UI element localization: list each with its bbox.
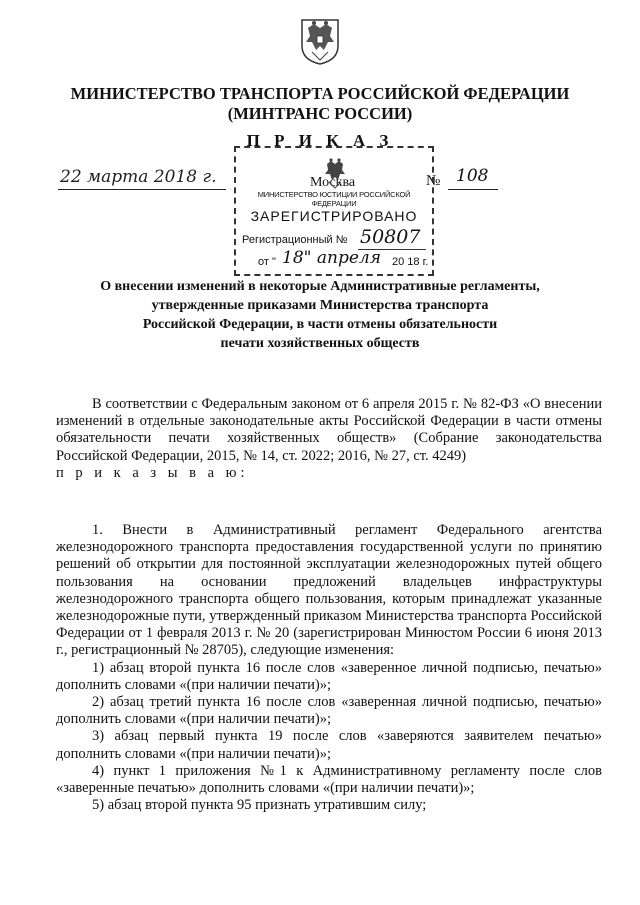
main-section [56,522,602,814]
registration-stamp [234,146,434,276]
order-number-handwritten: 108 [456,166,489,186]
stamp-reg-number-label: Регистрационный № [242,234,348,246]
title-line: печати хозяйственных обществ [220,336,420,351]
order-city: Москва [310,175,356,190]
stamp-year: 20 18 г. [392,256,429,268]
stamp-ministry: МИНИСТЕРСТВО ЮСТИЦИИ РОССИЙСКОЙ ФЕДЕРАЦИИ [257,190,411,208]
stamp-date: 18" апреля [282,248,381,268]
subitem-1: 1) абзац второй пункта 16 после слов «заверенное личной подписью, печатью» дополнить словами «(при наличии печати)»; [56,659,602,693]
prikazyvayu: п р и к а з ы в а ю: [56,464,249,481]
document-type: П Р И К А З [246,131,394,150]
subitem-2: 2) абзац третий пункта 16 после слов «заверенная личной подписью, печатью» дополнить словами «(при наличии печати)»; [56,694,602,728]
title-line: О внесении изменений в некоторые Административные регламенты, [100,279,540,294]
order-number-underline [448,189,498,190]
subitem-5: 5) абзац второй пункта 95 признать утратившим силу; [92,797,427,814]
ministry-short-name: (МИНТРАНС РОССИИ) [227,104,413,123]
subitem-4: 4) пункт 1 приложения №1 к Административному регламенту после слов «заверенные печатью» дополнить словами «(при наличии печати)»; [56,762,602,797]
title-line: утвержденные приказами Министерства транспорта [151,298,489,313]
order-title [80,277,560,353]
intro-paragraph: В соответствии с Федеральным законом от 6 апреля 2015 г. № 82-ФЗ «О внесении изменений в отдельные законодательные акты Российской Федерации в части отмены обязательности печати хозяйственных обществ» (Собрание законодательства Российской Федерации, 2015, № 14, ст. 2022; 2016, № 27, ст. 4249) [56,396,602,464]
stamp-registered: ЗАРЕГИСТРИРОВАНО [250,208,418,224]
order-number-label: № [426,173,441,189]
item-1: 1. Внести в Административный регламент Федерального агентства железнодорожного транспорта предоставления государственной услуги по принятию решений об открытии для постоянной эксплуатации железнодорожных путей общего пользования на основании предложений владельцев инфраструктуры железнодорожного транспорта общего пользования, которым принадлежат указанные железнодорожные пути, утвержденный приказом Министерства транспорта Российской Федерации от 1 февраля 2013 г. № 20 (зарегистрирован Минюстом России 6 июня 2013 г., регистрационный № 28705), следующие изменения: [56,522,602,659]
stamp-emblem-icon [320,156,350,190]
order-date-handwritten: 22 марта 2018 г. [60,167,217,187]
order-date-underline [58,189,226,190]
ministry-name: МИНИСТЕРСТВО ТРАНСПОРТА РОССИЙСКОЙ ФЕДЕРАЦИИ [70,84,570,103]
subitem-3: 3) абзац первый пункта 19 после слов «заверяются заявителем печатью» дополнить словами «(при наличии печати)»; [56,728,602,762]
stamp-reg-number: 50807 [360,226,421,248]
state-emblem-icon [298,16,342,66]
intro-section [56,396,602,482]
title-line: Российской Федерации, в части отмены обязательности [142,317,498,332]
stamp-date-prefix: от " [258,256,276,268]
